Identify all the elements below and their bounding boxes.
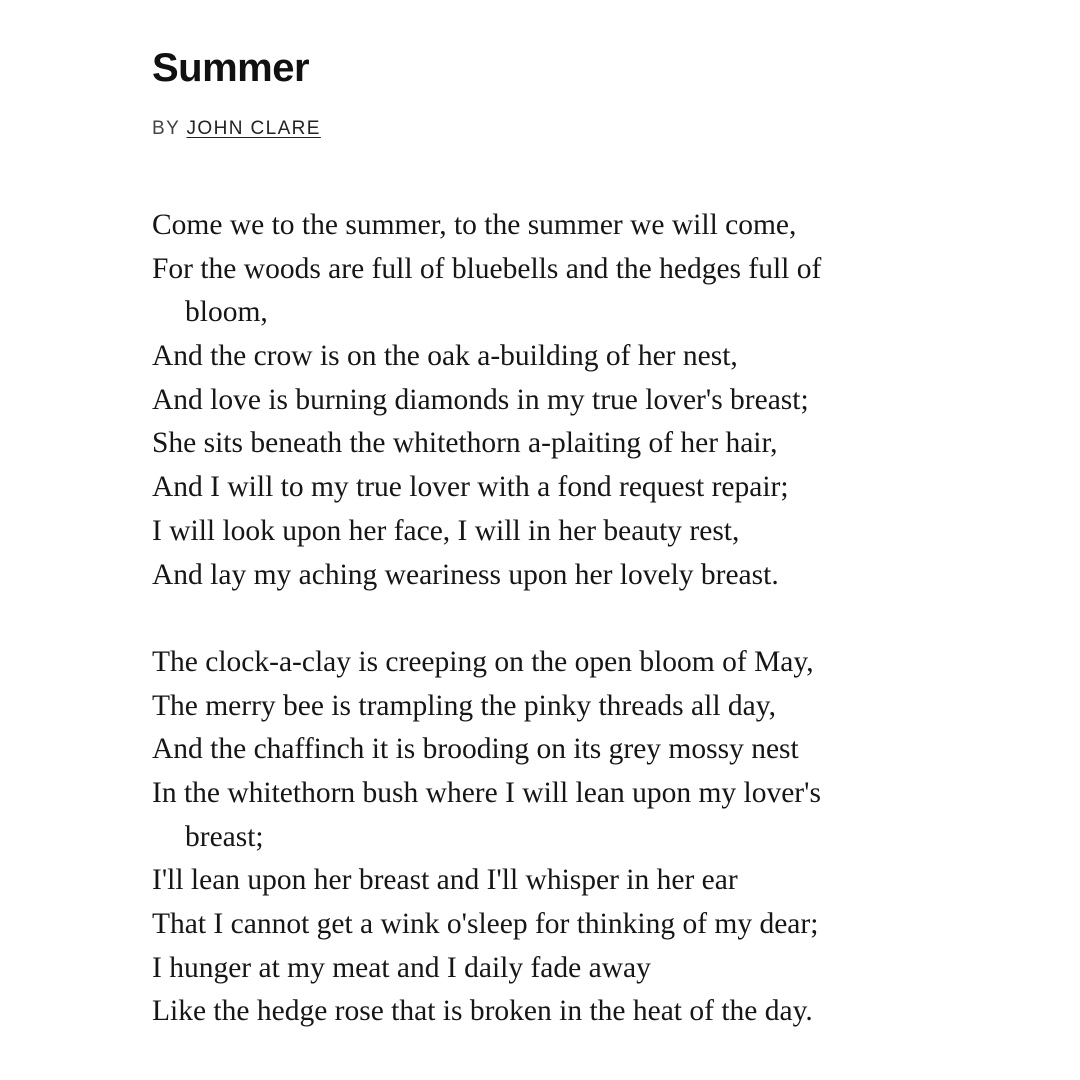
poem-line-continuation: bloom, — [185, 296, 268, 329]
poem-line: She sits beneath the whitethorn a-plaiting of her hair, — [152, 427, 778, 460]
poem-line: Like the hedge rose that is broken in the heat of the day. — [152, 995, 813, 1028]
poem-body — [152, 204, 1032, 1034]
poem-line: I will look upon her face, I will in her beauty rest, — [152, 514, 740, 547]
poem-line: For the woods are full of bluebells and the hedges full of — [152, 252, 822, 285]
poem-line: In the whitethorn bush where I will lean upon my lover's — [152, 776, 821, 809]
poem-line: I'll lean upon her breast and I'll whisper in her ear — [152, 864, 738, 897]
poem-line-continuation: breast; — [185, 820, 264, 853]
poem-line: The clock-a-clay is creeping on the open bloom of May, — [152, 645, 814, 678]
stanza-break — [152, 597, 1032, 641]
byline — [152, 116, 321, 142]
author-link[interactable]: JOHN CLARE — [186, 118, 321, 139]
poem-line: Come we to the summer, to the summer we will come, — [152, 209, 797, 241]
stanza — [152, 641, 1032, 1034]
poem-line: The merry bee is trampling the pinky threads all day, — [152, 689, 776, 722]
poem-line: And love is burning diamonds in my true lover's breast; — [152, 383, 809, 416]
poem-line: And the chaffinch it is brooding on its grey mossy nest — [152, 733, 799, 766]
byline-prefix: BY — [152, 118, 180, 139]
poem-title: Summer — [152, 46, 310, 90]
poem-line: And the crow is on the oak a-building of her nest, — [152, 340, 738, 373]
poem-line: And lay my aching weariness upon her lovely breast. — [152, 558, 779, 591]
stanza — [152, 204, 1032, 597]
poem-line: And I will to my true lover with a fond request repair; — [152, 471, 789, 504]
poem-line: That I cannot get a wink o'sleep for thinking of my dear; — [152, 908, 819, 940]
poem-line: I hunger at my meat and I daily fade away — [152, 951, 651, 984]
